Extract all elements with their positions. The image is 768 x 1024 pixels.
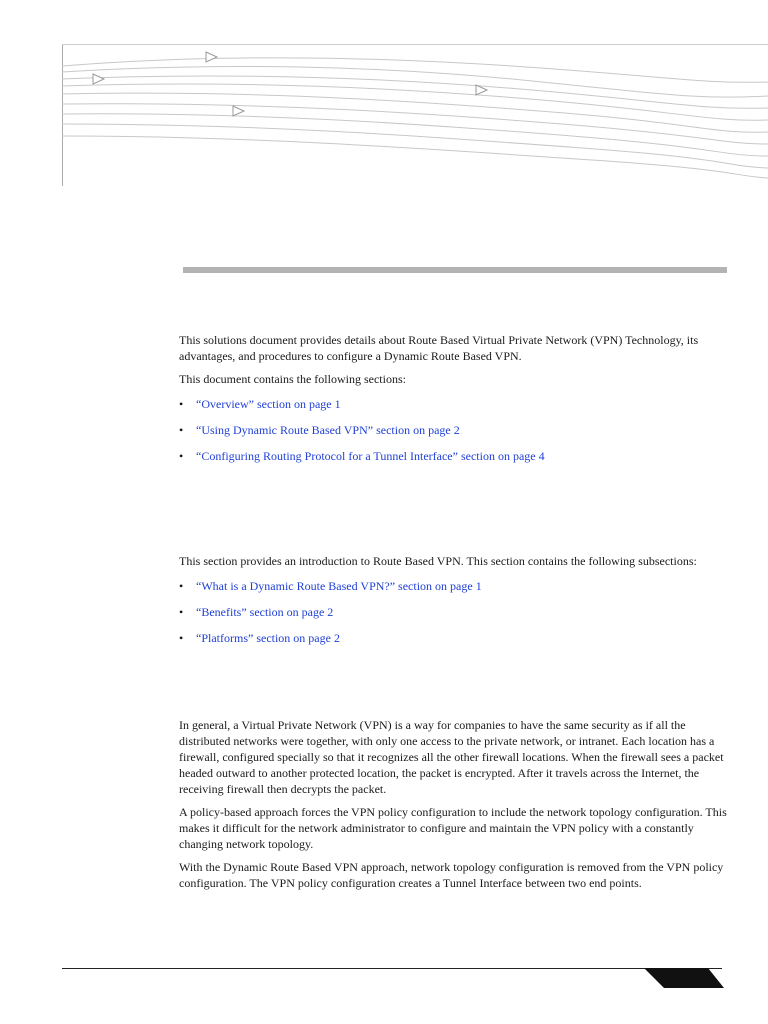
overview-section (179, 553, 727, 656)
intro-paragraph: This solutions document provides details about Route Based Virtual Private Network (VPN) Technology, its advantages, and procedures to configure a Dynamic Route Based VPN. (179, 333, 699, 363)
arrow-right-icon (206, 52, 217, 62)
intro-section (179, 332, 727, 474)
platforms-link[interactable]: “Platforms” section on page 2 (196, 631, 340, 645)
using-dynamic-route-vpn-link[interactable]: “Using Dynamic Route Based VPN” section on page 2 (196, 423, 460, 437)
bullet: • (179, 449, 184, 463)
sections-link-list (179, 396, 727, 464)
bullet: • (179, 605, 184, 619)
vpn-description-section (179, 717, 727, 898)
arrow-right-icon (93, 74, 104, 84)
footer-rule (62, 968, 722, 969)
vpn-general-paragraph: In general, a Virtual Private Network (VPN) is a way for companies to have the same security as if all the distributed networks were together, with only one access to the private network, or intranet. Each location has a firewall, configured specially so that it recognizes all the other firewall locations. When the firewall sees a packet headed outward to another protected location, the packet is encrypted. After it travels across the Internet, the receiving firewall then decrypts the packet. (179, 718, 724, 796)
what-is-dynamic-route-vpn-link[interactable]: “What is a Dynamic Route Based VPN?” section on page 1 (196, 579, 482, 593)
dynamic-route-paragraph: With the Dynamic Route Based VPN approach, network topology configuration is removed from the VPN policy configuration. The VPN policy configuration creates a Tunnel Interface between two end points. (179, 860, 724, 890)
list-item (179, 630, 727, 646)
footer-tab-shape (644, 968, 724, 988)
list-item (179, 396, 727, 412)
header-flow-lines-graphic (62, 44, 768, 186)
benefits-link[interactable]: “Benefits” section on page 2 (196, 605, 334, 619)
bullet: • (179, 579, 184, 593)
list-item (179, 448, 727, 464)
list-item (179, 422, 727, 438)
configuring-routing-protocol-link[interactable]: “Configuring Routing Protocol for a Tunnel Interface” section on page 4 (196, 449, 545, 463)
bullet: • (179, 397, 184, 411)
overview-section-link[interactable]: “Overview” section on page 1 (196, 397, 341, 411)
sections-lead-paragraph: This document contains the following sections: (179, 372, 406, 386)
bullet: • (179, 631, 184, 645)
list-item (179, 578, 727, 594)
subsections-link-list (179, 578, 727, 646)
policy-based-paragraph: A policy-based approach forces the VPN policy configuration to include the network topology configuration. This makes it difficult for the network administrator to configure and maintain the VPN policy with a constantly changing network topology. (179, 805, 727, 851)
list-item (179, 604, 727, 620)
bullet: • (179, 423, 184, 437)
arrow-right-icon (233, 106, 244, 116)
overview-paragraph: This section provides an introduction to Route Based VPN. This section contains the following subsections: (179, 554, 697, 568)
title-rule (183, 267, 727, 273)
